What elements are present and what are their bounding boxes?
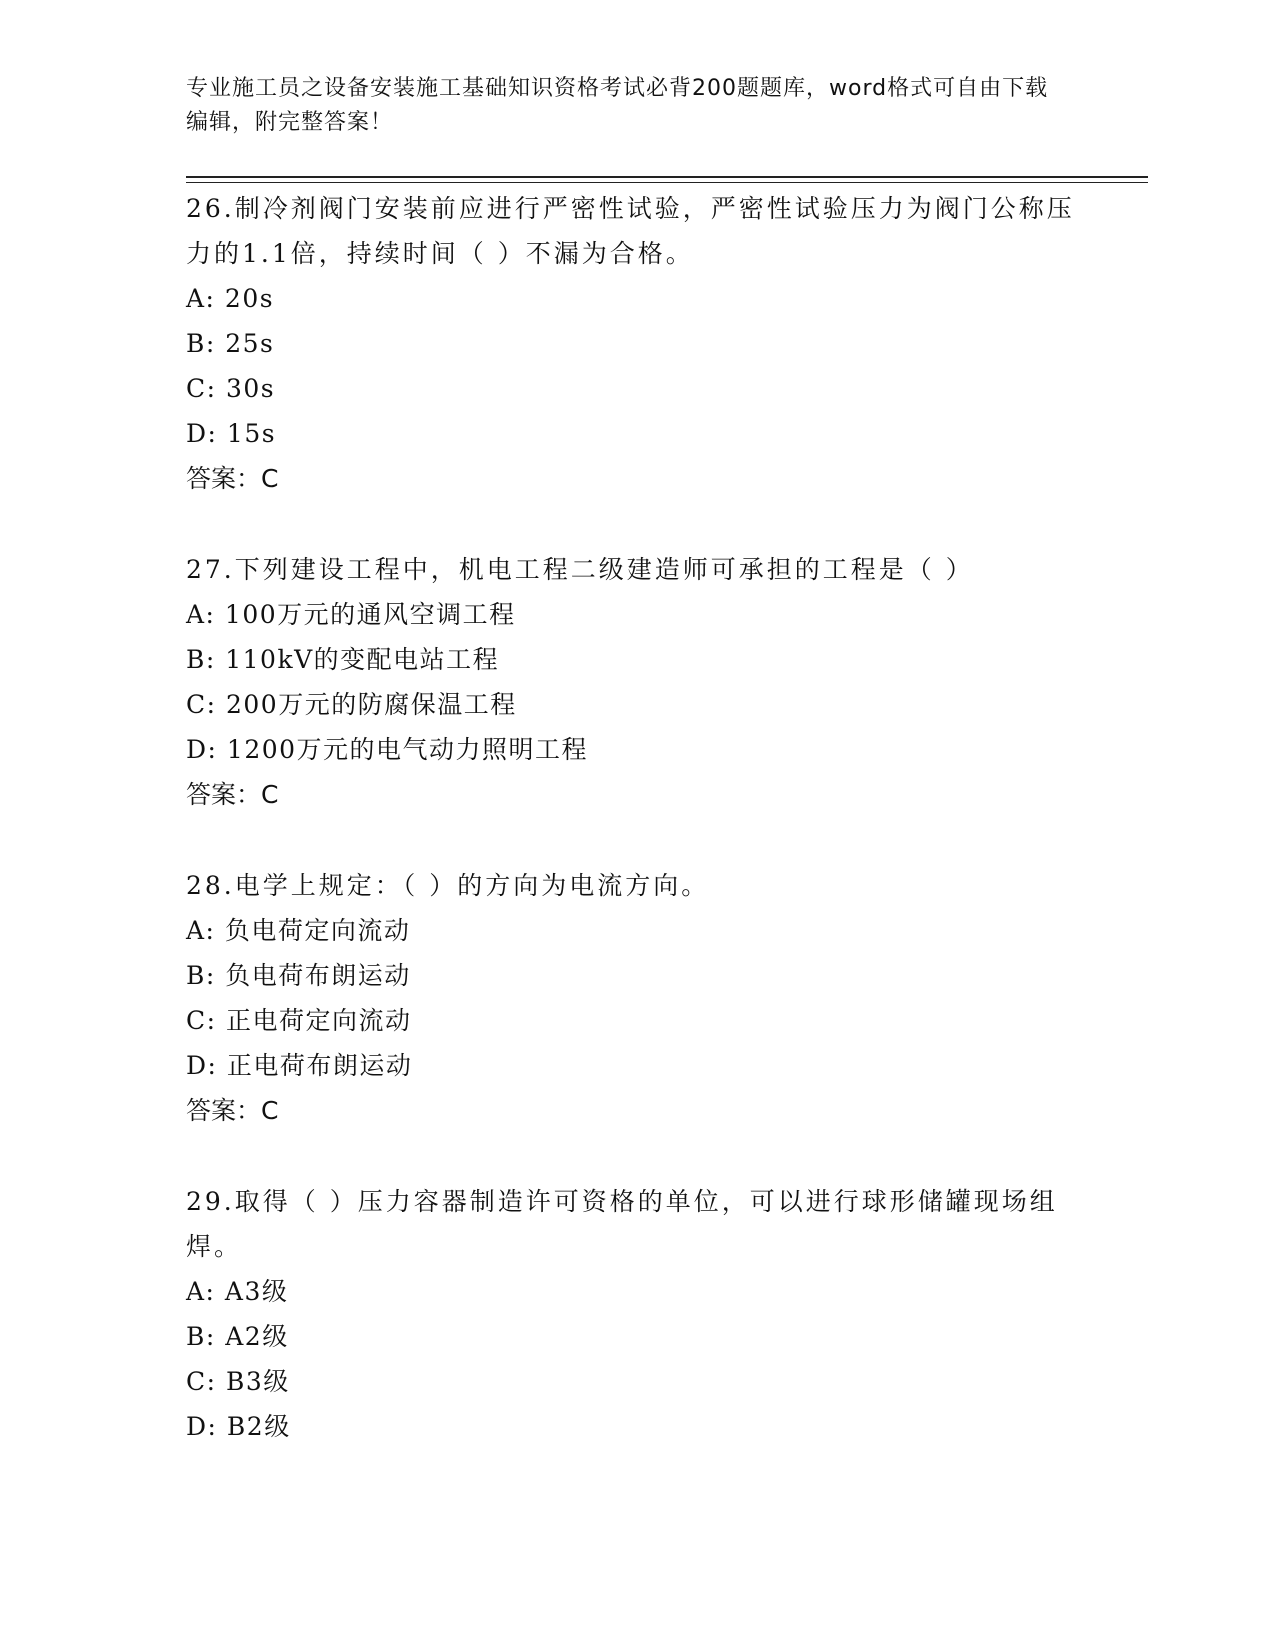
option-c: C: 200万元的防腐保温工程 xyxy=(186,690,517,719)
question-28 xyxy=(186,863,1086,1133)
option-d: D: 1200万元的电气动力照明工程 xyxy=(186,735,589,764)
option-a: A: 100万元的通风空调工程 xyxy=(186,600,516,629)
option-a: A: 20s xyxy=(186,284,275,313)
option-c: C: 正电荷定向流动 xyxy=(186,1006,412,1035)
question-stem: 26.制冷剂阀门安装前应进行严密性试验，严密性试验压力为阀门公称压力的1.1倍，持续时间（ ）不漏为合格。 xyxy=(186,194,1075,268)
question-spacer xyxy=(186,817,1086,863)
option-a: A: A3级 xyxy=(186,1277,289,1306)
header-divider-thin xyxy=(186,182,1148,183)
question-list xyxy=(186,186,1086,1449)
header-divider-thick xyxy=(186,176,1148,178)
option-c: C: 30s xyxy=(186,374,276,403)
option-b: B: 负电荷布朗运动 xyxy=(186,961,411,990)
question-29 xyxy=(186,1179,1086,1449)
answer-line: 答案：C xyxy=(186,464,279,493)
question-26 xyxy=(186,186,1086,501)
option-list xyxy=(186,592,1086,772)
answer-line: 答案：C xyxy=(186,780,279,809)
question-stem: 29.取得（ ）压力容器制造许可资格的单位，可以进行球形储罐现场组焊。 xyxy=(186,1187,1058,1261)
option-list xyxy=(186,276,1086,456)
option-d: D: 15s xyxy=(186,419,277,448)
option-d: D: B2级 xyxy=(186,1412,291,1441)
answer-line: 答案：C xyxy=(186,1096,279,1125)
option-d: D: 正电荷布朗运动 xyxy=(186,1051,413,1080)
option-a: A: 负电荷定向流动 xyxy=(186,916,411,945)
option-b: B: A2级 xyxy=(186,1322,289,1351)
question-spacer xyxy=(186,1133,1086,1179)
question-stem: 27.下列建设工程中，机电工程二级建造师可承担的工程是（ ） xyxy=(186,555,974,584)
option-b: B: 25s xyxy=(186,329,275,358)
question-27 xyxy=(186,547,1086,817)
option-list xyxy=(186,908,1086,1088)
document-header: 专业施工员之设备安装施工基础知识资格考试必背200题题库，word格式可自由下载编辑，附完整答案！ xyxy=(186,76,1049,135)
question-stem: 28.电学上规定：（ ）的方向为电流方向。 xyxy=(186,871,710,900)
option-b: B: 110kV的变配电站工程 xyxy=(186,645,500,674)
option-list xyxy=(186,1269,1086,1449)
option-c: C: B3级 xyxy=(186,1367,290,1396)
question-spacer xyxy=(186,501,1086,547)
